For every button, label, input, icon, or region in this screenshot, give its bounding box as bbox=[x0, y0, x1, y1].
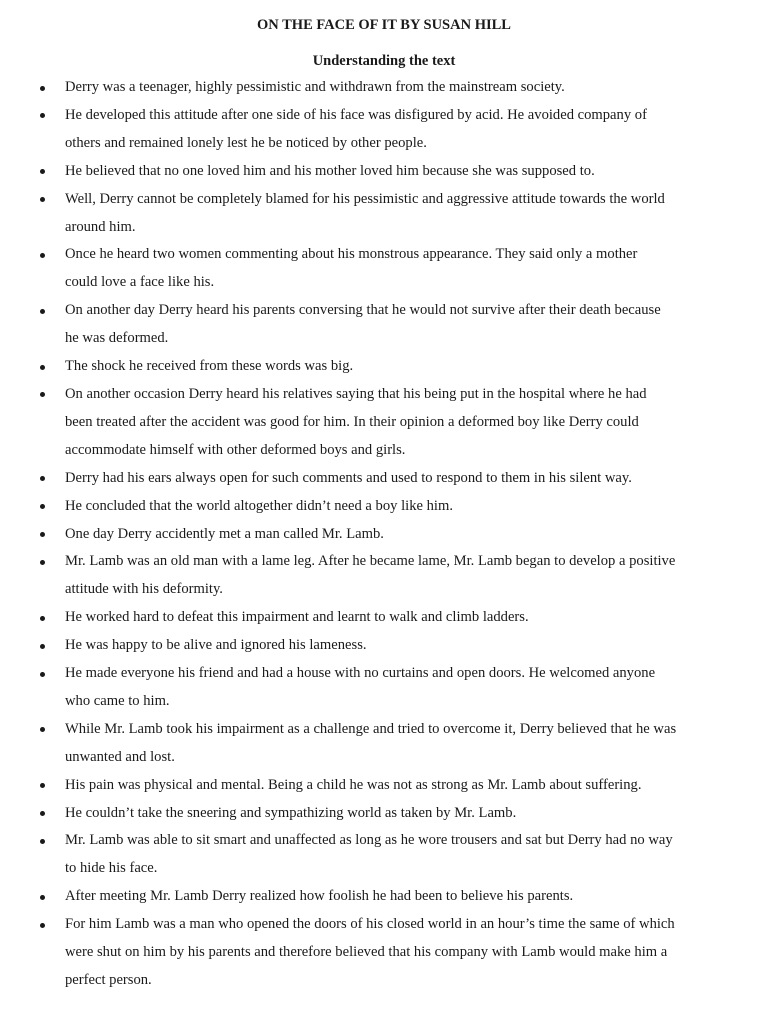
bullet-icon bbox=[40, 811, 45, 816]
list-item bbox=[0, 465, 768, 493]
list-item bbox=[0, 74, 768, 102]
list-item-text: His pain was physical and mental. Being a child he was not as strong as Mr. Lamb about suffering. bbox=[65, 776, 642, 793]
bullet-icon bbox=[40, 783, 45, 788]
bullet-icon bbox=[40, 644, 45, 649]
list-item-text: He believed that no one loved him and his mother loved him because she was supposed to. bbox=[65, 162, 595, 179]
list-item bbox=[0, 493, 768, 521]
bullet-icon bbox=[40, 672, 45, 677]
section-heading: Understanding the text bbox=[312, 53, 456, 69]
bullet-icon bbox=[40, 392, 45, 397]
bullet-icon bbox=[40, 365, 45, 370]
bullet-icon bbox=[40, 532, 45, 537]
list-item-text: He concluded that the world altogether didn’t need a boy like him. bbox=[65, 497, 453, 514]
bullet-icon bbox=[40, 727, 45, 732]
bullet-icon bbox=[40, 895, 45, 900]
bullet-icon bbox=[40, 504, 45, 509]
document-title: ON THE FACE OF IT BY SUSAN HILL bbox=[257, 17, 511, 33]
bullet-icon bbox=[40, 839, 45, 844]
bullet-icon bbox=[40, 309, 45, 314]
list-item-text: After meeting Mr. Lamb Derry realized how foolish he had been to believe his parents. bbox=[65, 888, 574, 905]
list-item-text: Derry was a teenager, highly pessimistic and withdrawn from the mainstream society. bbox=[65, 79, 565, 95]
list-item bbox=[0, 186, 768, 242]
list-item-text: On another day Derry heard his parents conversing that he would not survive after their death because he was deformed. bbox=[65, 302, 661, 347]
list-item-text: He developed this attitude after one side of his face was disfigured by acid. He avoided company of others and remained lonely lest he be noticed by other people. bbox=[65, 106, 647, 151]
list-item bbox=[0, 102, 768, 158]
bullet-icon bbox=[40, 169, 45, 174]
bullet-icon bbox=[40, 197, 45, 202]
list-item bbox=[0, 548, 768, 604]
bullet-icon bbox=[40, 923, 45, 928]
list-item bbox=[0, 241, 768, 297]
bullet-icon bbox=[40, 476, 45, 481]
list-item-text: One day Derry accidently met a man called Mr. Lamb. bbox=[65, 525, 384, 542]
bullet-list bbox=[0, 74, 768, 995]
list-item bbox=[0, 381, 768, 465]
bullet-icon bbox=[40, 560, 45, 565]
list-item-text: Derry had his ears always open for such comments and used to respond to them in his silent way. bbox=[65, 469, 632, 486]
list-item bbox=[0, 827, 768, 883]
list-item-text: Mr. Lamb was able to sit smart and unaffected as long as he wore trousers and sat but Derry had no way to hide his face. bbox=[65, 832, 673, 877]
list-item bbox=[0, 158, 768, 186]
list-item-text: Well, Derry cannot be completely blamed for his pessimistic and aggressive attitude towards the world around him. bbox=[65, 190, 665, 235]
list-item bbox=[0, 660, 768, 716]
list-item bbox=[0, 911, 768, 995]
list-item-text: Once he heard two women commenting about his monstrous appearance. They said only a mother could love a face like his. bbox=[65, 246, 638, 291]
list-item bbox=[0, 297, 768, 353]
list-item bbox=[0, 800, 768, 828]
list-item bbox=[0, 521, 768, 549]
list-item bbox=[0, 883, 768, 911]
list-item bbox=[0, 604, 768, 632]
list-item-text: He was happy to be alive and ignored his lameness. bbox=[65, 637, 367, 654]
list-item-text: He couldn’t take the sneering and sympathizing world as taken by Mr. Lamb. bbox=[65, 804, 517, 821]
list-item-text: While Mr. Lamb took his impairment as a challenge and tried to overcome it, Derry believed that he was unwanted and lost. bbox=[65, 720, 677, 765]
bullet-icon bbox=[40, 113, 45, 118]
list-item-text: On another occasion Derry heard his relatives saying that his being put in the hospital where he had been treated after the accident was good for him. In their opinion a deformed boy like Derry could accommodate himself with other deformed boys and girls. bbox=[65, 385, 647, 458]
bullet-icon bbox=[40, 86, 45, 91]
list-item bbox=[0, 632, 768, 660]
bullet-icon bbox=[40, 616, 45, 621]
bullet-icon bbox=[40, 253, 45, 258]
list-item-text: He made everyone his friend and had a house with no curtains and open doors. He welcomed anyone who came to him. bbox=[65, 665, 656, 709]
list-item-text: He worked hard to defeat this impairment and learnt to walk and climb ladders. bbox=[65, 609, 529, 626]
list-item bbox=[0, 353, 768, 381]
list-item-text: For him Lamb was a man who opened the doors of his closed world in an hour’s time the same of which were shut on him by his parents and therefore believed that his company with Lamb would make him a perfect person. bbox=[65, 916, 675, 988]
list-item-text: Mr. Lamb was an old man with a lame leg. After he became lame, Mr. Lamb began to develop a positive attitude with his deformity. bbox=[65, 553, 676, 598]
list-item bbox=[0, 716, 768, 772]
list-item-text: The shock he received from these words was big. bbox=[65, 358, 354, 375]
list-item bbox=[0, 772, 768, 800]
